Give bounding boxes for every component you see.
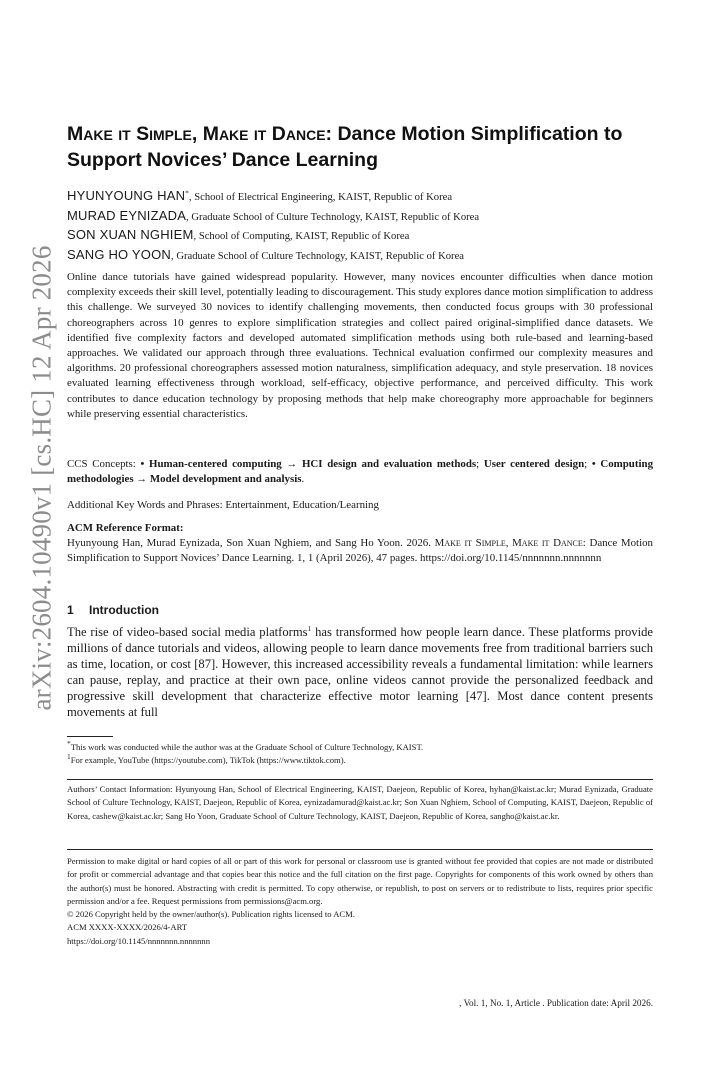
arxiv-id: arXiv:2604.10490v1 [cs.HC] 12 Apr 2026 bbox=[26, 245, 57, 711]
author-name: HYUNYOUNG HAN bbox=[67, 188, 186, 203]
footnote bbox=[67, 741, 653, 754]
acm-reference-format bbox=[67, 521, 653, 567]
footnote-text: This work was conducted while the author was at the Graduate School of Culture Technology, KAIST. bbox=[70, 742, 424, 752]
author-mark: * bbox=[185, 188, 189, 198]
intro-text: The rise of video-based social media platforms bbox=[67, 625, 308, 639]
footnote-mark: * bbox=[67, 739, 71, 749]
acm-reference-rest: : Dance Motion Simplification to Support Novices’ Dance Learning. 1, 1 (April 2026), 47 pages. https://doi.org/10.1145/nnnnnnn.nnnnnnn bbox=[67, 537, 654, 565]
permission-notice bbox=[67, 855, 653, 948]
ccs-concept: User centered design bbox=[483, 458, 585, 470]
author-name: SANG HO YOON bbox=[67, 246, 172, 262]
section-number: 1 bbox=[67, 603, 74, 617]
acm-reference-heading: ACM Reference Format: bbox=[67, 522, 184, 534]
author-1 bbox=[67, 187, 657, 207]
acm-reference-body bbox=[67, 536, 653, 566]
author-3 bbox=[67, 226, 657, 246]
arxiv-stamp bbox=[22, 245, 62, 711]
footnotes bbox=[67, 741, 653, 767]
ccs-concept: • Human-centered computing → HCI design and evaluation methods bbox=[140, 458, 477, 470]
ccs-separator: ; bbox=[584, 458, 592, 470]
ccs-end: . bbox=[301, 473, 305, 486]
section-title: Introduction bbox=[89, 603, 159, 617]
divider bbox=[67, 779, 653, 780]
footnote-text: For example, YouTube (https://youtube.com), TikTok (https://www.tiktok.com). bbox=[70, 755, 346, 765]
page-footer: , Vol. 1, No. 1, Article . Publication date: April 2026. bbox=[459, 998, 653, 1008]
title-small-caps: Make it Simple, Make it Dance bbox=[67, 123, 326, 145]
footnote-mark: 1 bbox=[67, 752, 71, 762]
author-list bbox=[67, 187, 657, 265]
acm-reference-title-sc: Make it Simple, Make it Dance bbox=[434, 537, 583, 550]
author-affiliation: , School of Electrical Engineering, KAIST, Republic of Korea bbox=[188, 192, 453, 203]
intro-text: has transformed how people learn dance. These platforms provide millions of dance tutorials and videos, allowing people to learn dance movements free from traditional barriers such as time, location, or cost [87]. However, this increased accessibility reveals a fundamental limitation: while learners can pause, replay, and practice at their own pace, online videos cannot provide the personalized feedback and progressive skill development that characterize effective motor learning [47]. Most dance content presents movements at full bbox=[67, 625, 653, 719]
abstract: Online dance tutorials have gained widespread popularity. However, many novices encounter difficulties when dance motion complexity exceeds their skill level, potentially leading to discouragement. This study explores dance motion simplification to address this challenge. We surveyed 30 novices to identify challenging movements, then conducted focus groups with 30 professional choreographers across 10 genres to explore simplification strategies and collect paired original-simplified dance datasets. We identified five complexity factors and developed automated simplification methods using both rule-based and learning-based approaches. We validated our approach through three evaluations. Technical evaluation confirmed our complexity measures and algorithms. 20 professional choreographers assessed motion naturalness, simplification adequacy, and style preservation. 18 novices evaluated learning effectiveness through workload, self-efficacy, objective performance, and perceived difficulty. This work contributes to dance education technology by proposing methods that help make choreography more approachable for beginners while preserving essential characteristics. bbox=[67, 271, 653, 420]
footnote-ref: 1 bbox=[307, 623, 312, 633]
paper-title bbox=[67, 121, 657, 173]
footnote-rule bbox=[67, 736, 113, 737]
footnote bbox=[67, 754, 653, 767]
author-affiliation: , School of Computing, KAIST, Republic of Korea bbox=[193, 231, 410, 242]
keywords: Additional Key Words and Phrases: Entertainment, Education/Learning bbox=[67, 499, 379, 511]
author-affiliation: , Graduate School of Culture Technology, KAIST, Republic of Korea bbox=[186, 211, 480, 223]
author-2 bbox=[67, 207, 657, 227]
permission-body: Permission to make digital or hard copies of all or part of this work for personal or classroom use is granted without fee provided that copies are not made or distributed for profit or commercial advantage and that copies bear this notice and the full citation on the first page. Copyrights for components of this work owned by others than the author(s) must be honored. Abstracting with credit is permitted. To copy otherwise, or republish, to post on servers or to redistribute to lists, requires prior specific permission and/or a fee. Request permissions from permissions@acm.org. bbox=[67, 856, 653, 906]
ccs-separator: ; bbox=[476, 458, 484, 470]
intro-paragraph bbox=[67, 624, 653, 720]
title-rest: : Dance Motion Simplification to Support Novices’ Dance Learning bbox=[67, 123, 623, 171]
acm-reference-authors: Hyunyoung Han, Murad Eynizada, Son Xuan Nghiem, and Sang Ho Yoon. 2026. bbox=[67, 537, 435, 550]
author-name: MURAD EYNIZADA bbox=[67, 207, 187, 223]
section-heading bbox=[67, 603, 159, 617]
author-4 bbox=[67, 246, 657, 266]
divider bbox=[67, 849, 653, 850]
contact-information: Authors’ Contact Information: Hyunyoung Han, School of Electrical Engineering, KAIST, Daejeon, Republic of Korea, hyhan@kaist.ac.kr; Murad Eynizada, Graduate School of Culture Technology, KAIST, Daejeon, Republic of Korea, eynizadamurad@kaist.ac.kr; Son Xuan Nghiem, School of Computing, KAIST, Daejeon, Republic of Korea, cashew@kaist.ac.kr; Sang Ho Yoon, Graduate School of Culture Technology, KAIST, Daejeon, Republic of Korea, sangho@kaist.ac.kr. bbox=[67, 784, 653, 821]
author-affiliation: , Graduate School of Culture Technology, KAIST, Republic of Korea bbox=[171, 250, 464, 262]
ccs-concept: • Computing methodologies → Model development and analysis bbox=[67, 458, 654, 486]
copyright-line: © 2026 Copyright held by the owner/author(s). Publication rights licensed to ACM. bbox=[67, 909, 355, 920]
author-name: SON XUAN NGHIEM bbox=[67, 227, 194, 242]
ccs-concepts bbox=[67, 457, 653, 487]
doi-line: https://doi.org/10.1145/nnnnnnn.nnnnnnn bbox=[67, 935, 210, 946]
issn-line: ACM XXXX-XXXX/2026/4-ART bbox=[67, 922, 188, 933]
ccs-label: CCS Concepts: bbox=[67, 458, 141, 470]
